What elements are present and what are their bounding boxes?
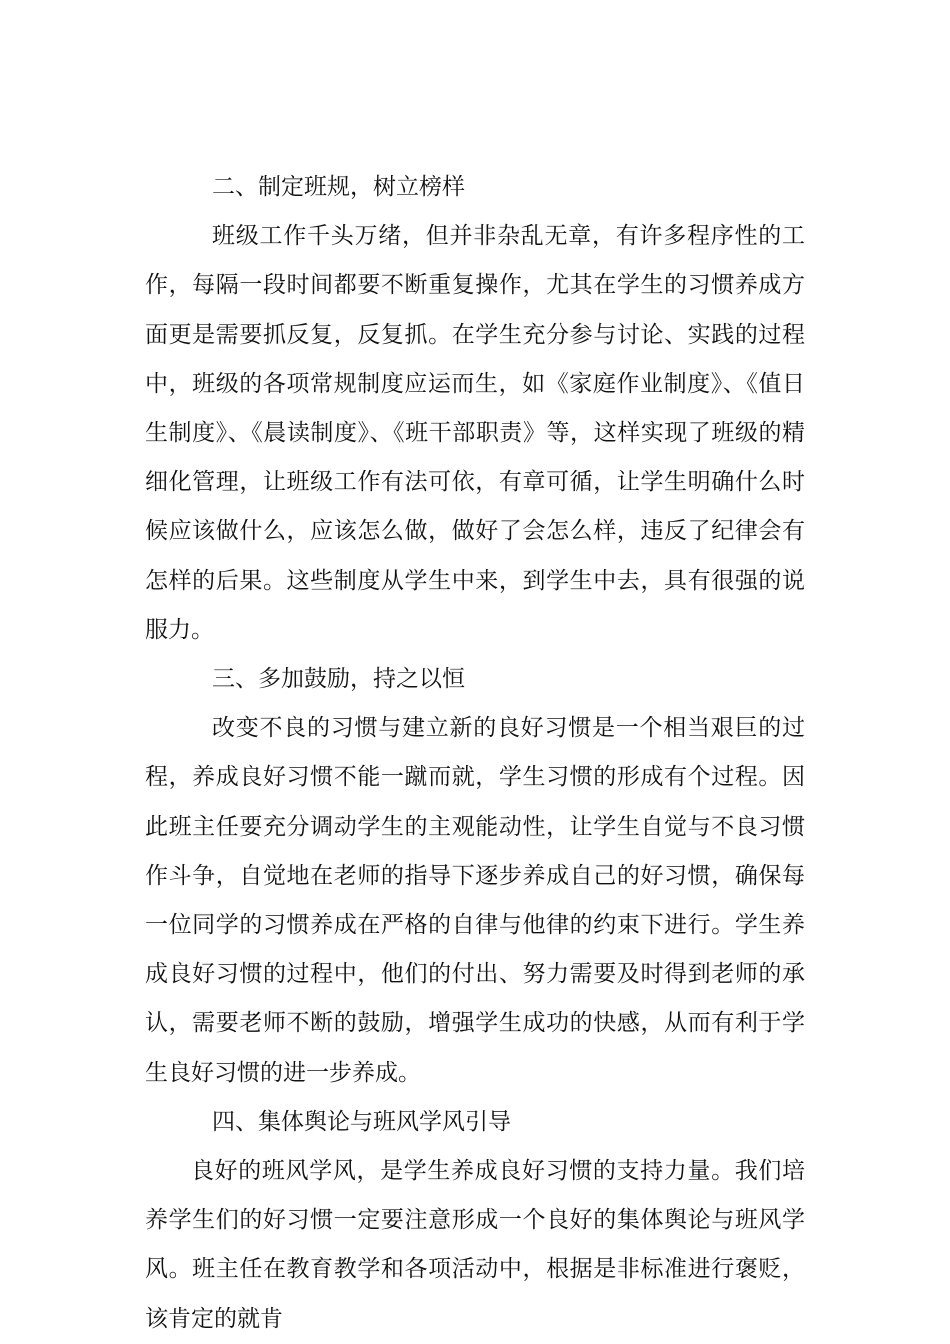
- section-paragraph-3: 改变不良的习惯与建立新的良好习惯是一个相当艰巨的过程，养成良好习惯不能一蹴而就，学生习惯的形成有个过程。因此班主任要充分调动学生的主观能动性，让学生自觉与不良习惯作斗争，自觉地在老师的指导下逐步养成自己的好习惯，确保每一位同学的习惯养成在严格的自律与他律的约束下进行。学生养成良好习惯的过程中，他们的付出、努力需要及时得到老师的承认，需要老师不断的鼓励，增强学生成功的快感，从而有利于学生良好习惯的进一步养成。: [145, 715, 805, 1086]
- section-heading-2: 二、制定班规，树立榜样: [212, 174, 465, 200]
- document-body: [145, 163, 805, 1344]
- section-heading-3: 三、多加鼓励，持之以恒: [212, 666, 465, 693]
- section-paragraph-2: 班级工作千头万绪，但并非杂乱无章，有许多程序性的工作，每隔一段时间都要不断重复操作，尤其在学生的习惯养成方面更是需要抓反复，反复抓。在学生充分参与讨论、实践的过程中，班级的各项常规制度应运而生，如《家庭作业制度》、《值日生制度》、《晨读制度》、《班干部职责》等，这样实现了班级的精细化管理，让班级工作有法可依，有章可循，让学生明确什么时候应该做什么，应该怎么做，做好了会怎么样，违反了纪律会有怎样的后果。这些制度从学生中来，到学生中去，具有很强的说服力。: [145, 223, 805, 643]
- section-heading-4: 四、集体舆论与班风学风引导: [212, 1108, 511, 1135]
- section-paragraph-4: 良好的班风学风，是学生养成良好习惯的支持力量。我们培养学生们的好习惯一定要注意形成一个良好的集体舆论与班风学风。班主任在教育教学和各项活动中，根据是非标准进行褒贬，该肯定的就肯: [145, 1158, 805, 1332]
